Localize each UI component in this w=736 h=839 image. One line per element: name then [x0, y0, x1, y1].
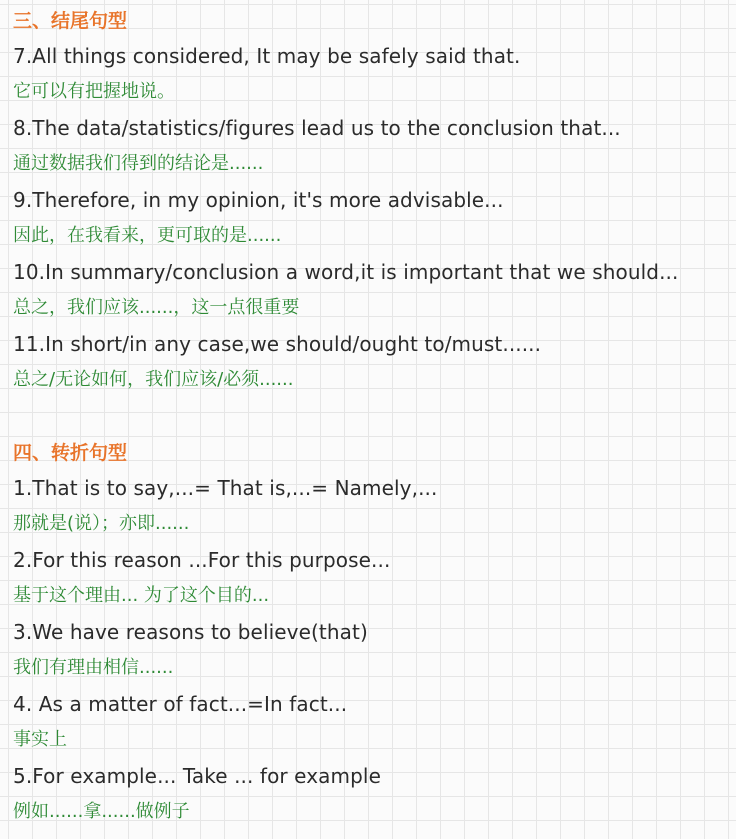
english-phrase: 8.The data/statistics/figures lead us to the conclusion that...	[13, 116, 621, 140]
english-phrase: 10.In summary/conclusion a word,it is important that we should...	[13, 260, 679, 284]
section-heading: 四、转折句型	[13, 442, 128, 464]
english-phrase: 9.Therefore, in my opinion, it's more advisable...	[13, 188, 504, 212]
english-phrase: 4. As a matter of fact...=In fact...	[13, 692, 348, 716]
chinese-translation: 事实上	[13, 729, 67, 750]
english-phrase: 11.In short/in any case,we should/ought to/must......	[13, 332, 542, 356]
chinese-translation: 总之/无论如何，我们应该/必须......	[13, 369, 294, 390]
chinese-translation: 那就是(说）；亦即......	[13, 513, 190, 534]
document-page	[13, 4, 732, 830]
chinese-translation: 基于这个理由... 为了这个目的...	[13, 585, 270, 606]
section-spacer	[13, 398, 732, 436]
chinese-translation: 因此，在我看来，更可取的是......	[13, 225, 282, 246]
section-ending-sentences	[13, 4, 732, 398]
english-phrase: 7.All things considered, It may be safely said that.	[13, 44, 521, 68]
english-phrase: 5.For example... Take ... for example	[13, 764, 381, 788]
section-transition-sentences	[13, 436, 732, 830]
chinese-translation: 总之，我们应该......，这一点很重要	[13, 297, 300, 318]
section-heading: 三、结尾句型	[13, 10, 128, 32]
english-phrase: 1.That is to say,...= That is,...= Namely,...	[13, 476, 438, 500]
chinese-translation: 我们有理由相信......	[13, 657, 174, 678]
chinese-translation: 通过数据我们得到的结论是......	[13, 153, 264, 174]
english-phrase: 3.We have reasons to believe(that)	[13, 620, 368, 644]
chinese-translation: 它可以有把握地说。	[13, 81, 175, 102]
chinese-translation: 例如......拿......做例子	[13, 801, 190, 822]
english-phrase: 2.For this reason ...For this purpose...	[13, 548, 391, 572]
